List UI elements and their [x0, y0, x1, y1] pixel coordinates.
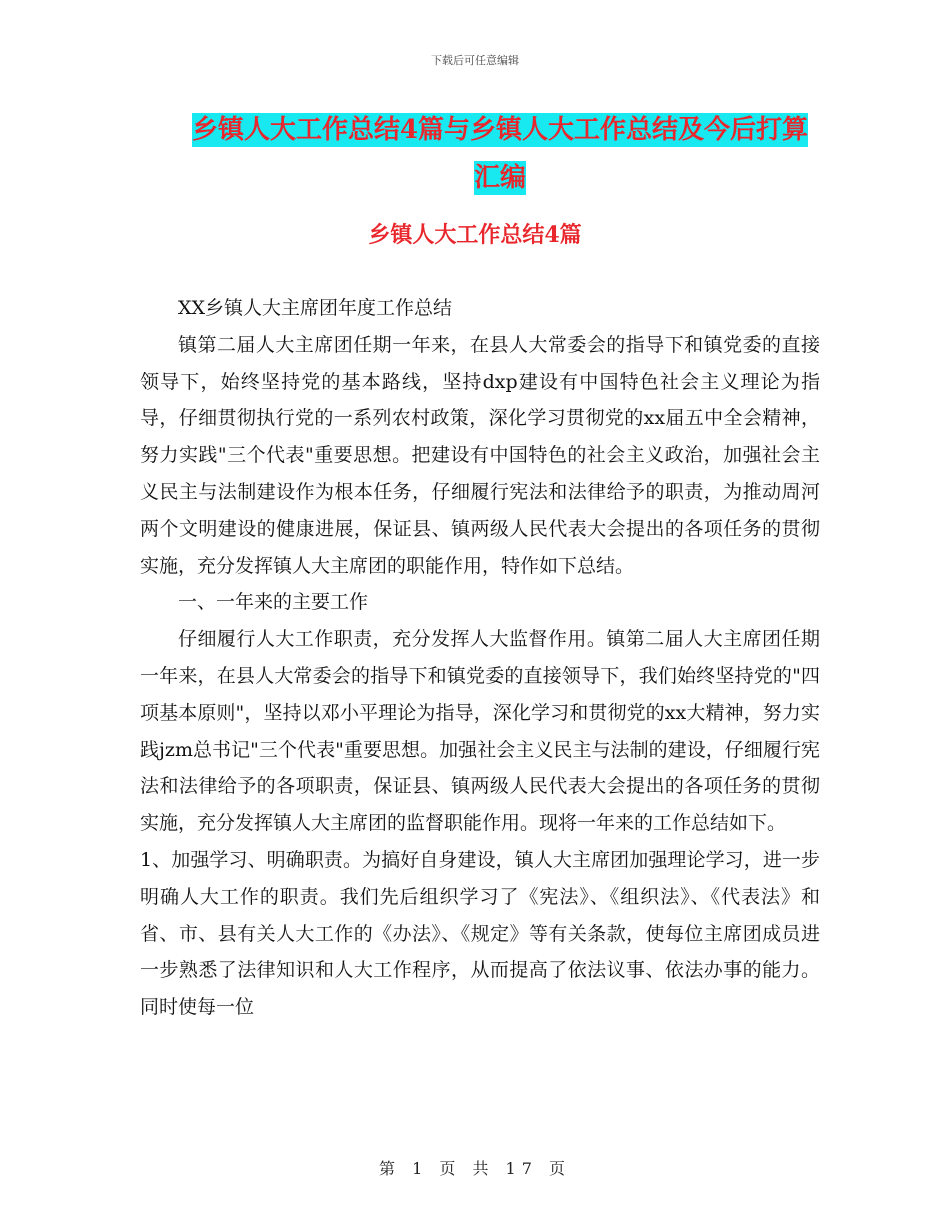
page-number: 第 1 页 共 17 页	[379, 1159, 571, 1178]
paragraph-subtitle: XX乡镇人大主席团年度工作总结	[178, 297, 453, 319]
paragraph-heading-main-work: 一、一年来的主要工作	[178, 591, 369, 614]
page-header-note: 下载后可任意编辑	[431, 54, 519, 67]
document-title	[190, 106, 810, 202]
paragraph-study-item: 1、加强学习、明确职责。为搞好自身建设，镇人大主席团加强理论学习，进一步明确人大工作的职责。我们先后组织学习了《宪法》、《组织法》、《代表法》和省、市、县有关人大工作的《办法》、《规定》等有关条款，使每位主席团成员进一步熟悉了法律知识和人大工作程序，从而提高了依法议事、依法办事的能力。同时使每一位	[140, 848, 820, 1019]
paragraph-intro: 镇第二届人大主席团任期一年来，在县人大常委会的指导下和镇党委的直接领导下，始终坚持党的基本路线，坚持dxp建设有中国特色社会主义理论为指导，仔细贯彻执行党的一系列农村政策，深化学习贯彻党的xx届五中全会精神，努力实践"三个代表"重要思想。把建设有中国特色的社会主义政治，加强社会主义民主与法制建设作为根本任务，仔细履行宪法和法律给予的职责，为推动周河两个文明建设的健康进展，保证县、镇两级人民代表大会提出的各项任务的贯彻实施，充分发挥镇人大主席团的职能作用，特作如下总结。	[140, 333, 820, 577]
section-title: 乡镇人大工作总结4篇	[368, 222, 582, 248]
document-title-text: 乡镇人大工作总结4篇与乡镇人大工作总结及今后打算汇编	[191, 115, 809, 193]
paragraph-duties: 仔细履行人大工作职责，充分发挥人大监督作用。镇第二届人大主席团任期一年来，在县人大常委会的指导下和镇党委的直接领导下，我们始终坚持党的"四项基本原则"，坚持以邓小平理论为指导，深化学习和贯彻党的xx大精神，努力实践jzm总书记"三个代表"重要思想。加强社会主义民主与法制的建设，仔细履行宪法和法律给予的各项职责，保证县、镇两级人民代表大会提出的各项任务的贯彻实施，充分发挥镇人大主席团的监督职能作用。现将一年来的工作总结如下。	[140, 628, 820, 835]
document-body	[140, 290, 820, 1026]
